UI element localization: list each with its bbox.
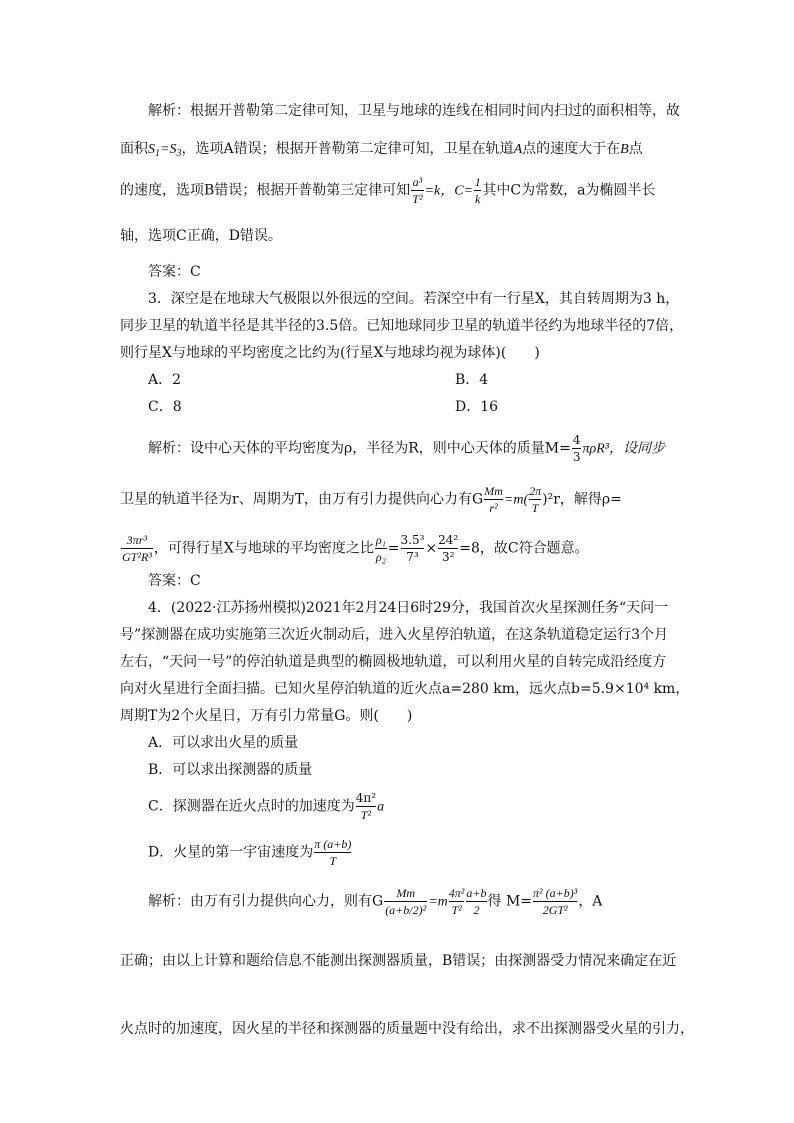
text-span: 解析：设中心天体的平均密度为ρ，半径为R，则中心天体的质量M=: [148, 440, 571, 457]
fraction: [314, 836, 351, 869]
question-4-line: 号”探测器在成功实施第三次近火制动后，进入火星停泊轨道，在这条轨道稳定运行3个月: [120, 627, 669, 643]
text-span: =m(: [503, 492, 529, 508]
fraction-numerator: 2π: [529, 484, 542, 498]
question-3-line: 3．深空是在地球大气极限以外很远的空间。若深空中有一行星X，其自转周期为3 h，: [148, 291, 680, 307]
text-span: =8，故C符合题意。: [459, 540, 589, 557]
fraction-denominator: 2GT²: [533, 901, 577, 918]
fraction-numerator: 3.5³: [400, 533, 425, 547]
fraction-numerator: 24²: [438, 533, 459, 547]
fraction: [375, 532, 387, 565]
fraction-numerator: 4π²: [355, 791, 377, 805]
text-span: A: [513, 142, 523, 157]
question-4-line: 周期T为2个火星日，万有引力常量G。则( ): [120, 708, 413, 724]
fraction: [401, 532, 425, 565]
text-span: 点: [628, 141, 643, 157]
text-span: B: [620, 142, 629, 157]
option-text: a: [377, 799, 385, 815]
option-b[interactable]: B．4: [455, 372, 489, 388]
fraction-numerator: 3πr³: [126, 533, 148, 547]
fraction-numerator: a+b: [466, 886, 487, 900]
option-c[interactable]: [148, 790, 384, 823]
fraction-numerator: 4: [572, 433, 581, 447]
fraction-denominator: k: [475, 192, 481, 206]
question-4-line: 向对火星进行全面扫描。已知火星停泊轨道的近火点a=280 km，远火点b=5.9×10⁴ km，: [120, 681, 690, 697]
fraction: [384, 885, 427, 918]
text-line: [120, 140, 643, 163]
fraction: [572, 432, 582, 465]
fraction-denominator: GT²R³: [122, 550, 152, 564]
formula-s1-s3: $S_1=S_3$: [148, 142, 182, 159]
text-line: [148, 432, 665, 465]
fraction-numerator: Mm: [484, 484, 503, 498]
fraction: [484, 483, 503, 516]
text-span: 卫星的轨道半径为r、周期为T，由万有引力提供向心力有G: [120, 491, 484, 508]
fraction-numerator: π² (a+b)³: [533, 886, 578, 900]
fraction-denominator: 2: [466, 901, 486, 918]
text-span: ，A: [578, 893, 603, 910]
text-span: ×: [425, 540, 438, 557]
text-span: 的速度，选项B错误；根据开普勒第三定律可知: [120, 182, 411, 199]
text-span: =m: [428, 894, 448, 910]
text-span: 其中C为常数，a为椭圆半长: [482, 182, 656, 199]
text-line: [120, 483, 622, 516]
text-span: 点的速度大于在: [522, 141, 621, 157]
fraction-denominator: T: [529, 499, 541, 516]
text-span: 得 M=: [487, 893, 533, 910]
fraction: [529, 483, 541, 516]
fraction: [438, 532, 458, 565]
option-d[interactable]: [148, 836, 352, 869]
text-line: [120, 532, 589, 565]
text-span: ，选项A错误；根据开普勒第二定律可知，卫星在轨道: [181, 141, 514, 157]
option-a[interactable]: A．可以求出火星的质量: [148, 735, 299, 751]
fraction-denominator: ρ₂: [375, 550, 386, 564]
text-span: 面积: [120, 141, 148, 157]
answer-label: 答案：C: [148, 573, 201, 589]
fraction-denominator: T²: [412, 192, 423, 206]
fraction-denominator: T²: [449, 901, 465, 918]
fraction-denominator: T: [314, 852, 351, 869]
option-a[interactable]: A．2: [148, 372, 182, 388]
question-4-line: 4．(2022·江苏扬州模拟)2021年2月24日6时29分，我国首次火星探测任务“天问一: [148, 600, 669, 616]
fraction-denominator: 3: [572, 450, 581, 464]
fraction: [466, 885, 486, 918]
fraction-numerator: 4π²: [448, 886, 465, 900]
fraction-numerator: a³: [412, 175, 423, 189]
fraction-numerator: ρ₁: [375, 533, 386, 547]
fraction: [474, 174, 481, 207]
fraction: [411, 174, 423, 207]
text-line: 解析：根据开普勒第二定律可知，卫星与地球的连线在相同时间内扫过的面积相等，故: [148, 103, 680, 119]
option-d[interactable]: D．16: [455, 399, 499, 415]
fraction-denominator: 7³: [401, 548, 425, 565]
option-text: D．火星的第一宇宙速度为: [148, 844, 314, 861]
text-line: 正确；由以上计算和题给信息不能测出探测器质量，B错误；由探测器受力情况来确定在近: [120, 953, 677, 969]
option-c[interactable]: C．8: [148, 399, 182, 415]
fraction: [356, 790, 376, 823]
text-span: ，可得行星X与地球的平均密度之比: [153, 540, 374, 557]
text-line: [120, 174, 655, 207]
question-3-line: 同步卫星的轨道半径是其半径的3.5倍。已知地球同步卫星的轨道半径约为地球半径的7倍，: [120, 318, 684, 334]
option-b[interactable]: B．可以求出探测器的质量: [148, 762, 313, 778]
answer-label: 答案：C: [148, 264, 201, 280]
fraction-numerator: π (a+b): [314, 837, 352, 851]
question-4-line: 左右，“天问一号”的停泊轨道是典型的椭圆极地轨道，可以利用火星的自转完成沿经度方: [120, 654, 667, 670]
fraction-denominator: T²: [356, 806, 376, 823]
question-3-line: 则行星X与地球的平均密度之比约为(行星X与地球均视为球体)( ): [120, 345, 540, 361]
text-span: =: [387, 540, 400, 557]
text-line: [148, 885, 602, 918]
fraction: [449, 885, 465, 918]
fraction: [533, 885, 577, 918]
fraction-denominator: 3²: [438, 548, 458, 565]
option-text: C．探测器在近火点时的加速度为: [148, 798, 355, 815]
text-line: 火点时的加速度，因火星的半径和探测器的质量题中没有给出，求不出探测器受火星的引力，: [120, 1021, 694, 1037]
fraction-denominator: (a+b/2)²: [385, 903, 427, 917]
fraction-numerator: Mm: [396, 886, 416, 900]
text-span: =k，C=: [424, 183, 474, 199]
fraction-denominator: r²: [484, 499, 503, 516]
fraction-numerator: 1: [474, 175, 481, 189]
text-span: )²r，解得ρ=: [542, 491, 622, 508]
text-line: 轴，选项C正确，D错误。: [120, 228, 282, 244]
text-span: 解析：由万有引力提供向心力，则有G: [148, 893, 384, 910]
text-span: πρR³，设同步: [582, 441, 665, 457]
fraction: [121, 532, 153, 565]
